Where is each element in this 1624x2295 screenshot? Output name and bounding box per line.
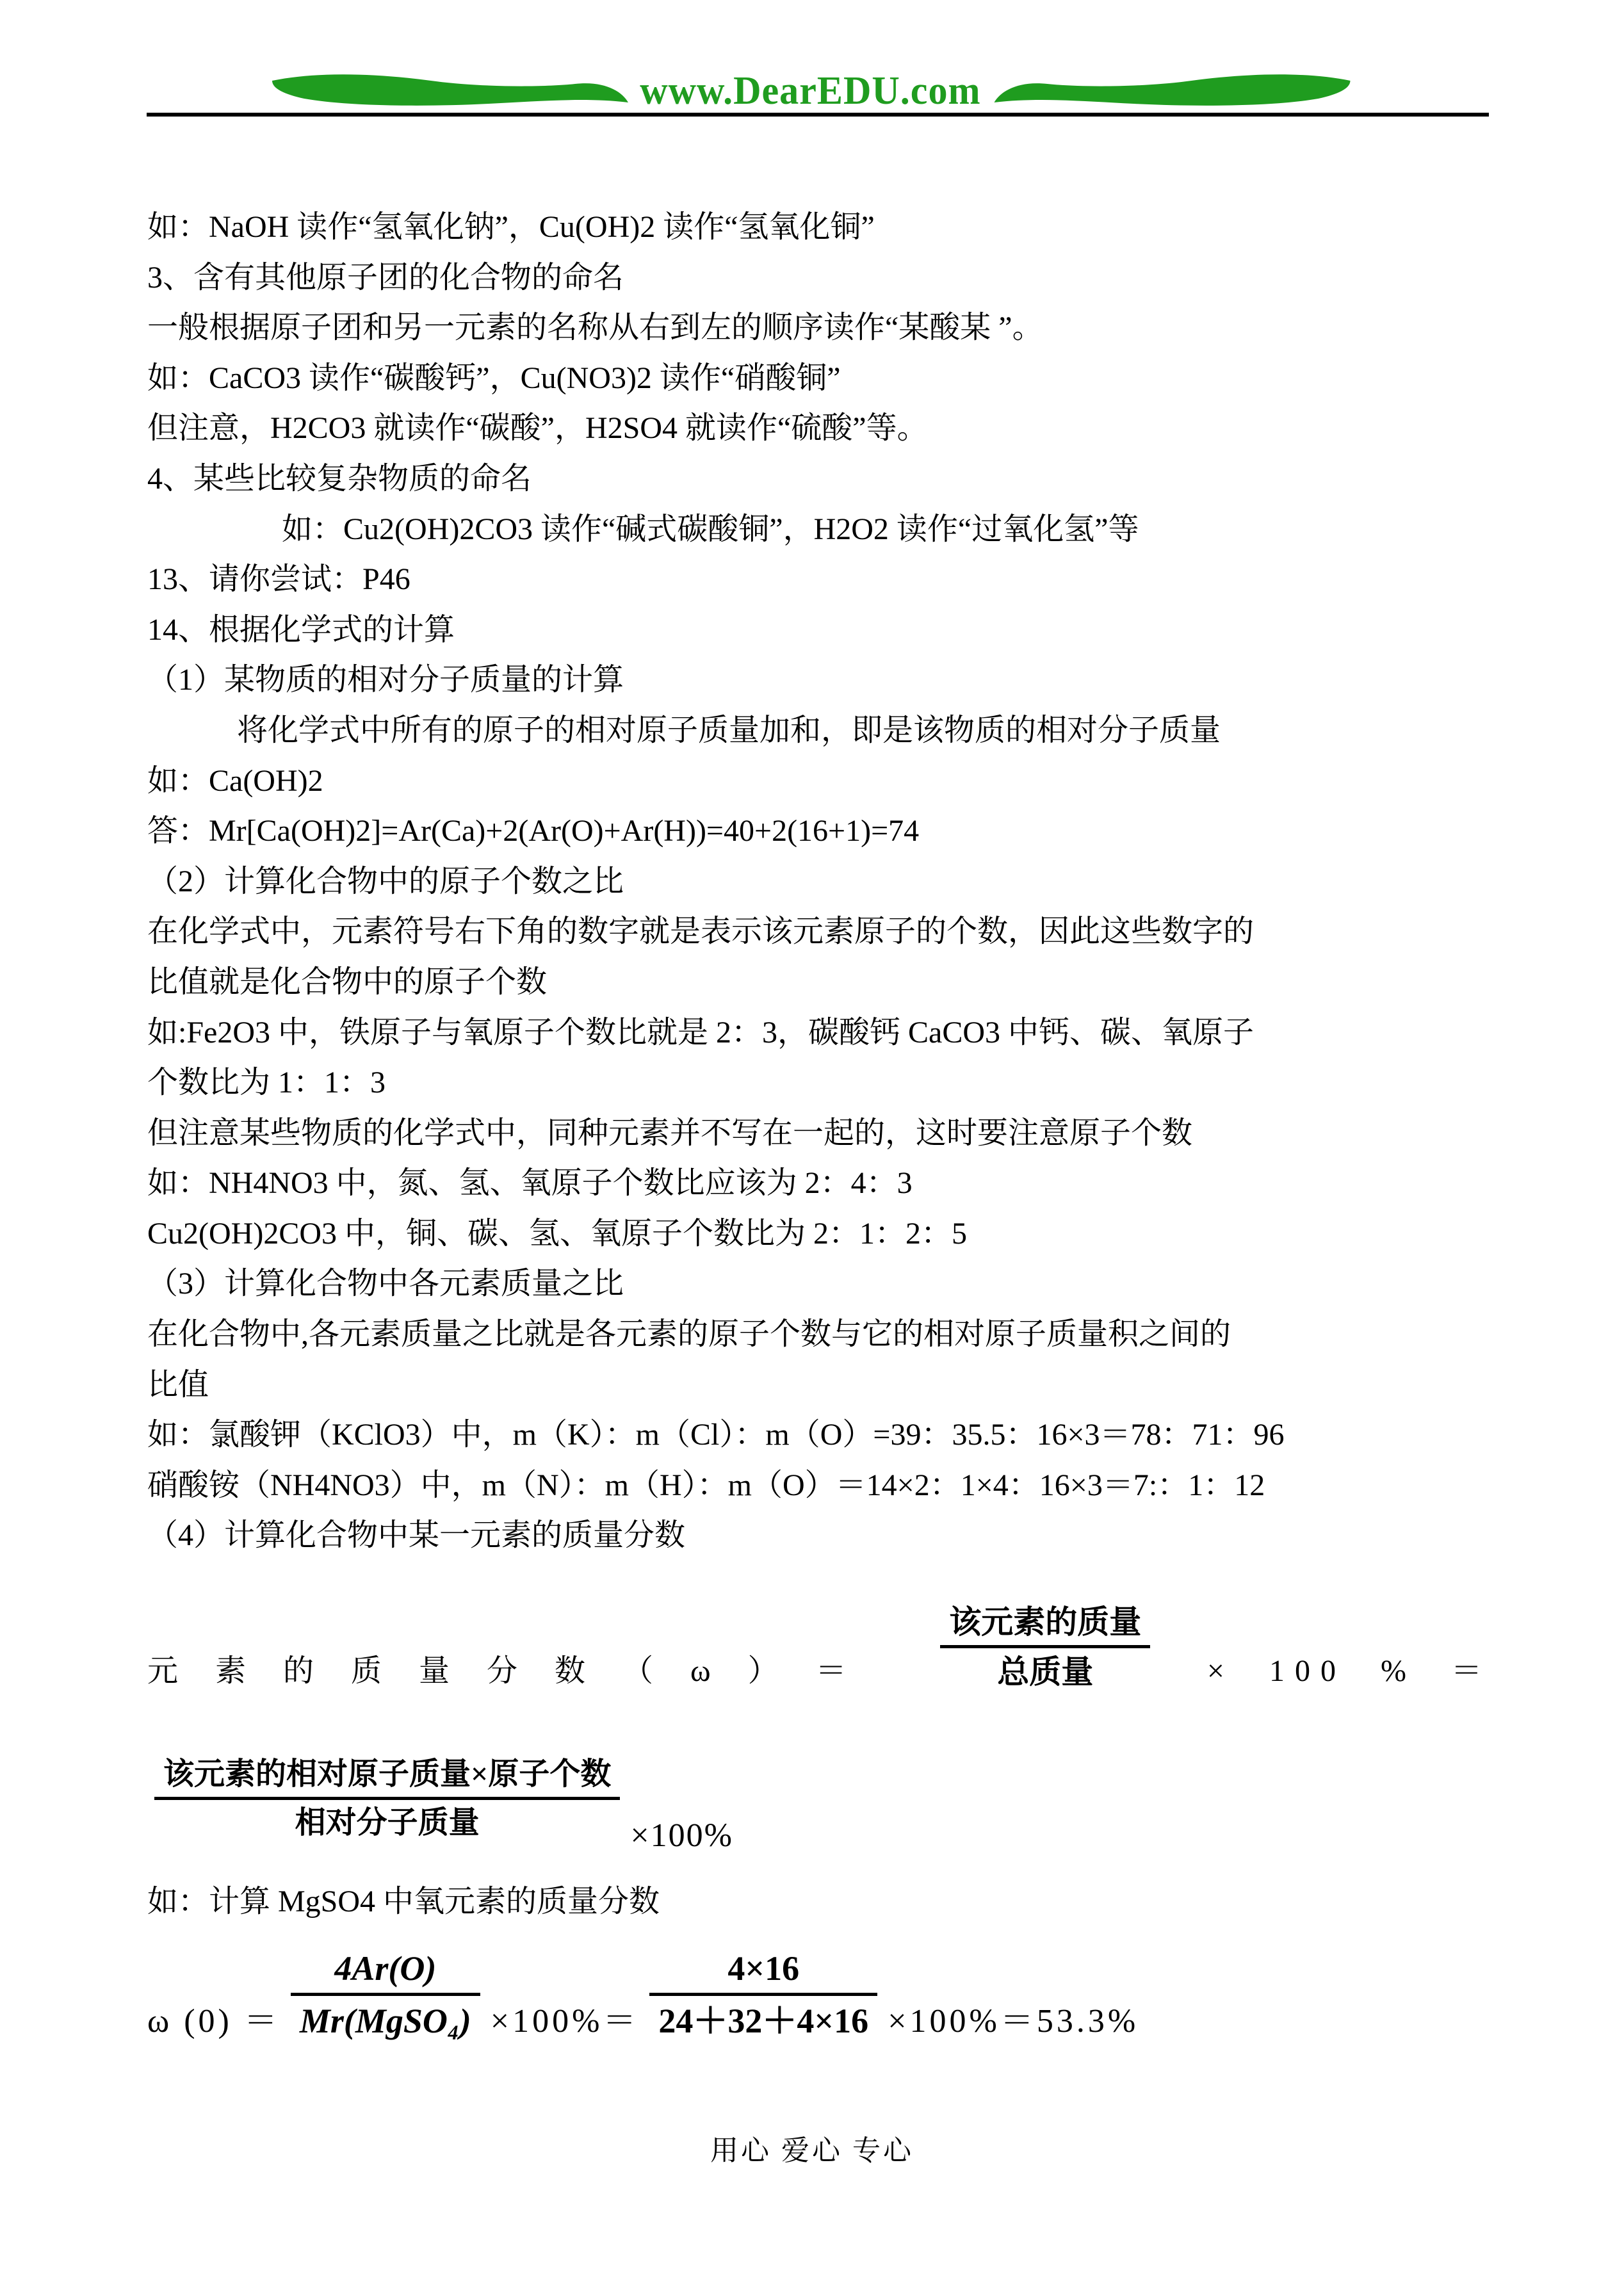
fraction-numerator: 该元素的相对原子质量×原子个数: [163, 1757, 612, 1791]
formula-lhs: 元素的质量分数（ω）＝: [147, 1654, 884, 1689]
text-line: 但注意某些物质的化学式中，同种元素并不写在一起的，这时要注意原子个数: [147, 1115, 1193, 1150]
fraction-4x16-over-sum: [649, 1950, 877, 2041]
text-line: （3）计算化合物中各元素质量之比: [147, 1267, 624, 1301]
text-line: 如：Cu2(OH)2CO3 读作“碱式碳酸铜”，H2O2 读作“过氧化氢”等: [282, 512, 1139, 546]
text-line: Cu2(OH)2CO3 中，铜、碳、氢、氧原子个数比为 2：1：2：5: [147, 1216, 967, 1251]
text-line: （2）计算化合物中的原子个数之比: [147, 864, 624, 898]
fraction-denominator: 总质量: [997, 1654, 1094, 1690]
mass-fraction-formula: [147, 1605, 1492, 1690]
fraction-denominator: 24＋32＋4×16: [658, 2002, 869, 2041]
text-line: （4）计算化合物中某一元素的质量分数: [147, 1518, 686, 1553]
text-line: 在化学式中，元素符号右下角的数字就是表示该元素原子的个数，因此这些数字的: [147, 914, 1255, 949]
header-logo: [0, 69, 1624, 113]
times-100-percent: ×100%: [630, 1817, 734, 1854]
text-line: 13、请你尝试：P46: [147, 562, 410, 597]
times-100-percent-equals: ×100%＝: [490, 2002, 640, 2040]
text-line: 个数比为 1：1：3: [147, 1066, 386, 1100]
mgso4-oxygen-mass-fraction-formula: [147, 1950, 1139, 2041]
text-line: 如：Ca(OH)2: [147, 763, 323, 798]
fraction-denominator: Mr(MgSO₄): [299, 2002, 471, 2041]
text-line: 比值就是化合物中的原子个数: [147, 964, 548, 999]
text-line: 但注意，H2CO3 就读作“碳酸”，H2SO4 就读作“硫酸”等。: [147, 411, 928, 446]
text-line: 14、根据化学式的计算: [147, 612, 455, 647]
logo-text: www.DearEDU.com: [640, 69, 981, 113]
fraction-numerator: 4×16: [727, 1949, 800, 1988]
fraction-numerator: 该元素的质量: [949, 1604, 1142, 1640]
text-line: 一般根据原子团和另一元素的名称从右到左的顺序读作“某酸某 ”。: [147, 311, 1043, 345]
text-line: （1）某物质的相对分子质量的计算: [147, 663, 624, 697]
text-line: 4、某些比较复杂物质的命名: [147, 461, 532, 496]
fraction-atomic-mass-over-molecular-mass: [154, 1758, 620, 1840]
text-line: 在化合物中,各元素质量之比就是各元素的原子个数与它的相对原子质量积之间的: [147, 1317, 1231, 1352]
text-line: 硝酸铵（NH4NO3）中，m（N）：m（H）：m（O）＝14×2：1×4：16×3＝7:：1：12: [147, 1468, 1265, 1502]
omega-lhs: ω (0) ＝: [147, 2002, 280, 2040]
formula-rhs: × 100 % ＝: [1206, 1654, 1492, 1689]
header-divider: [147, 113, 1489, 117]
mass-fraction-expanded-formula: [154, 1757, 734, 1854]
body-text: [147, 202, 1495, 1561]
text-line: 将化学式中所有的原子的相对原子质量加和，即是该物质的相对分子质量: [237, 713, 1221, 747]
formula-result: ×100%＝53.3%: [888, 2002, 1139, 2040]
logo-left-swoosh-icon: [271, 73, 629, 109]
text-line: 3、含有其他原子团的化合物的命名: [147, 260, 624, 295]
footer-text: 用心 爱心 专心: [710, 2135, 914, 2166]
example-line: 如：计算 MgSO4 中氧元素的质量分数: [147, 1885, 660, 1918]
text-line: 如：NH4NO3 中，氮、氢、氧原子个数比应该为 2：4：3: [147, 1166, 913, 1201]
fraction-4ArO-over-MrMgSO4: [291, 1950, 480, 2041]
text-line: 答：Mr[Ca(OH)2]=Ar(Ca)+2(Ar(O)+Ar(H))=40+2(16+1)=74: [147, 814, 920, 848]
fraction-element-mass-over-total: [940, 1605, 1150, 1690]
logo-right-swoosh-icon: [991, 73, 1353, 109]
text-line: 如：NaOH 读作“氢氧化钠”，Cu(OH)2 读作“氢氧化铜”: [147, 210, 875, 244]
text-line: 比值: [147, 1367, 209, 1402]
fraction-denominator: 相对分子质量: [295, 1805, 480, 1840]
text-line: 如:Fe2O3 中，铁原子与氧原子个数比就是 2：3，碳酸钙 CaCO3 中钙、碳、氧原子: [147, 1015, 1255, 1050]
text-line: 如：CaCO3 读作“碳酸钙”，Cu(NO3)2 读作“硝酸铜”: [147, 361, 841, 395]
fraction-numerator: 4Ar(O): [334, 1949, 437, 1988]
text-line: 如：氯酸钾（KClO3）中，m（K）：m（Cl）：m（O）=39：35.5：16×3＝78：71：96: [147, 1418, 1285, 1452]
